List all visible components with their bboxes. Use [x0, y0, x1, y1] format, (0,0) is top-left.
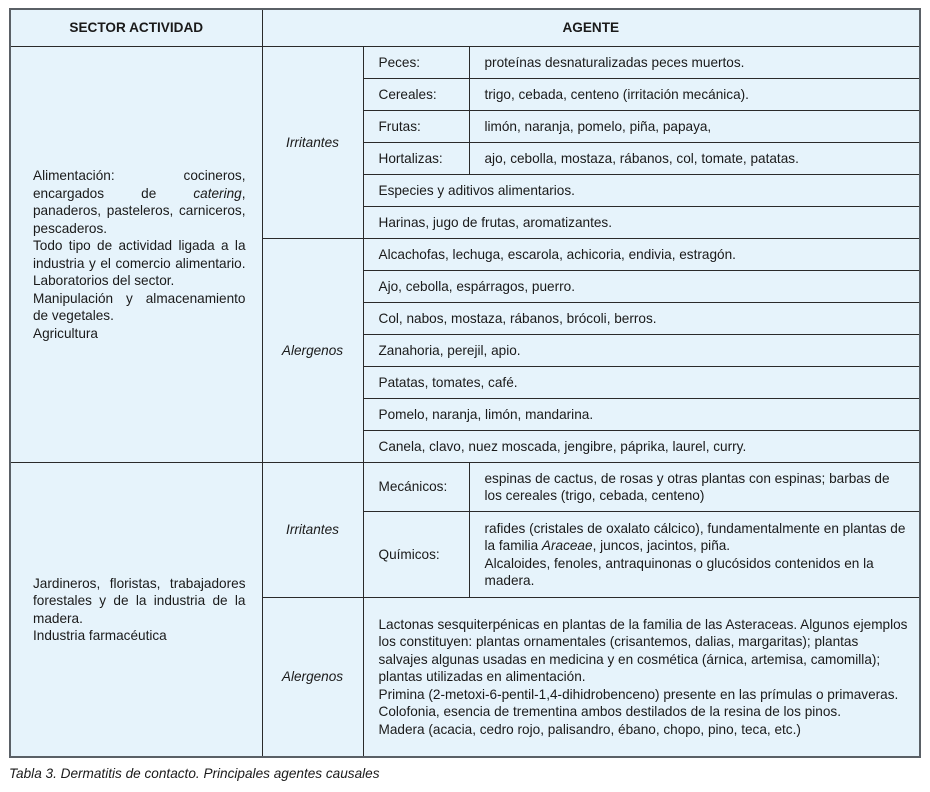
- allergen-paragraph: Madera (acacia, cedro rojo, palisandro, ébano, chopo, pino, teca, etc.): [378, 721, 801, 737]
- allergen-paragraph: Primina (2-metoxi-6-pentil-1,4-dihidrobenceno) presente en las prímulas o primaveras.: [378, 686, 899, 702]
- allergen-row: Patatas, tomates, café.: [363, 367, 920, 399]
- header-sector: SECTOR ACTIVIDAD: [10, 9, 262, 47]
- allergen-row: Zanahoria, perejil, apio.: [363, 335, 920, 367]
- agent-label: Peces:: [363, 47, 469, 79]
- allergen-block: [363, 598, 920, 758]
- sector-food-line1: Alimentación: cocineros, encargados de catering, panaderos, pasteleros, carniceros, pescaderos.: [33, 168, 246, 236]
- allergen-row: Canela, clavo, nuez moscada, jengibre, páprika, laurel, curry.: [363, 431, 920, 463]
- agent-value-mecanicos: espinas de cactus, de rosas y otras plantas con espinas; barbas de los cereales (trigo, cebada, centeno): [469, 463, 920, 512]
- agent-label-quimicos: Químicos:: [363, 512, 469, 598]
- allergen-row: Ajo, cebolla, espárragos, puerro.: [363, 271, 920, 303]
- allergen-paragraph: Colofonia, esencia de trementina ambos destilados de la resina de los pinos.: [378, 704, 841, 720]
- type-irritantes: Irritantes: [262, 47, 363, 239]
- sector-garden: [10, 463, 262, 758]
- sector-food-line2: Todo tipo de actividad ligada a la industria y el comercio alimentario. Laboratorios del sector.: [33, 238, 246, 288]
- type-alergenos: Alergenos: [262, 239, 363, 463]
- agent-value: ajo, cebolla, mostaza, rábanos, col, tomate, patatas.: [469, 143, 920, 175]
- agent-label: Hortalizas:: [363, 143, 469, 175]
- agent-label: Cereales:: [363, 79, 469, 111]
- agent-label: Frutas:: [363, 111, 469, 143]
- agent-value: trigo, cebada, centeno (irritación mecánica).: [469, 79, 920, 111]
- agent-full-row: Harinas, jugo de frutas, aromatizantes.: [363, 207, 920, 239]
- sector-garden-line2: Industria farmacéutica: [33, 628, 167, 643]
- type-irritantes: Irritantes: [262, 463, 363, 598]
- agents-table: [9, 8, 921, 758]
- sector-food-line3: Manipulación y almacenamiento de vegetales.: [33, 290, 246, 323]
- agent-full-row: Especies y aditivos alimentarios.: [363, 175, 920, 207]
- allergen-row: Alcachofas, lechuga, escarola, achicoria, endivia, estragón.: [363, 239, 920, 271]
- agent-value-quimicos: rafides (cristales de oxalato cálcico), fundamentalmente en plantas de la familia Araceae, juncos, jacintos, piña. Alcaloides, fenoles, antraquinonas o glucósidos contenidos en la madera.: [469, 512, 920, 598]
- allergen-paragraph: Lactonas sesquiterpénicas en plantas de la familia de las Asteraceas. Algunos ejemplos los constituyen: plantas ornamentales (crisantemos, dalias, margaritas); plantas salvajes algunas usadas en medicina y en cosmética (árnica, artemisa, camomilla); plantas utilizadas en alimentación.: [378, 616, 908, 685]
- allergen-row: Pomelo, naranja, limón, mandarina.: [363, 399, 920, 431]
- sector-food: [10, 47, 262, 463]
- header-agente: AGENTE: [262, 9, 920, 47]
- agent-value: proteínas desnaturalizadas peces muertos.: [469, 47, 920, 79]
- allergen-row: Col, nabos, mostaza, rábanos, brócoli, berros.: [363, 303, 920, 335]
- agent-value: limón, naranja, pomelo, piña, papaya,: [469, 111, 920, 143]
- agent-label-mecanicos: Mecánicos:: [363, 463, 469, 512]
- table-caption: Tabla 3. Dermatitis de contacto. Principales agentes causales: [9, 766, 380, 781]
- sector-food-line4: Agricultura: [33, 325, 98, 341]
- type-alergenos: Alergenos: [262, 598, 363, 758]
- sector-garden-line1: Jardineros, floristas, trabajadores forestales y de la industria de la madera.: [33, 575, 246, 626]
